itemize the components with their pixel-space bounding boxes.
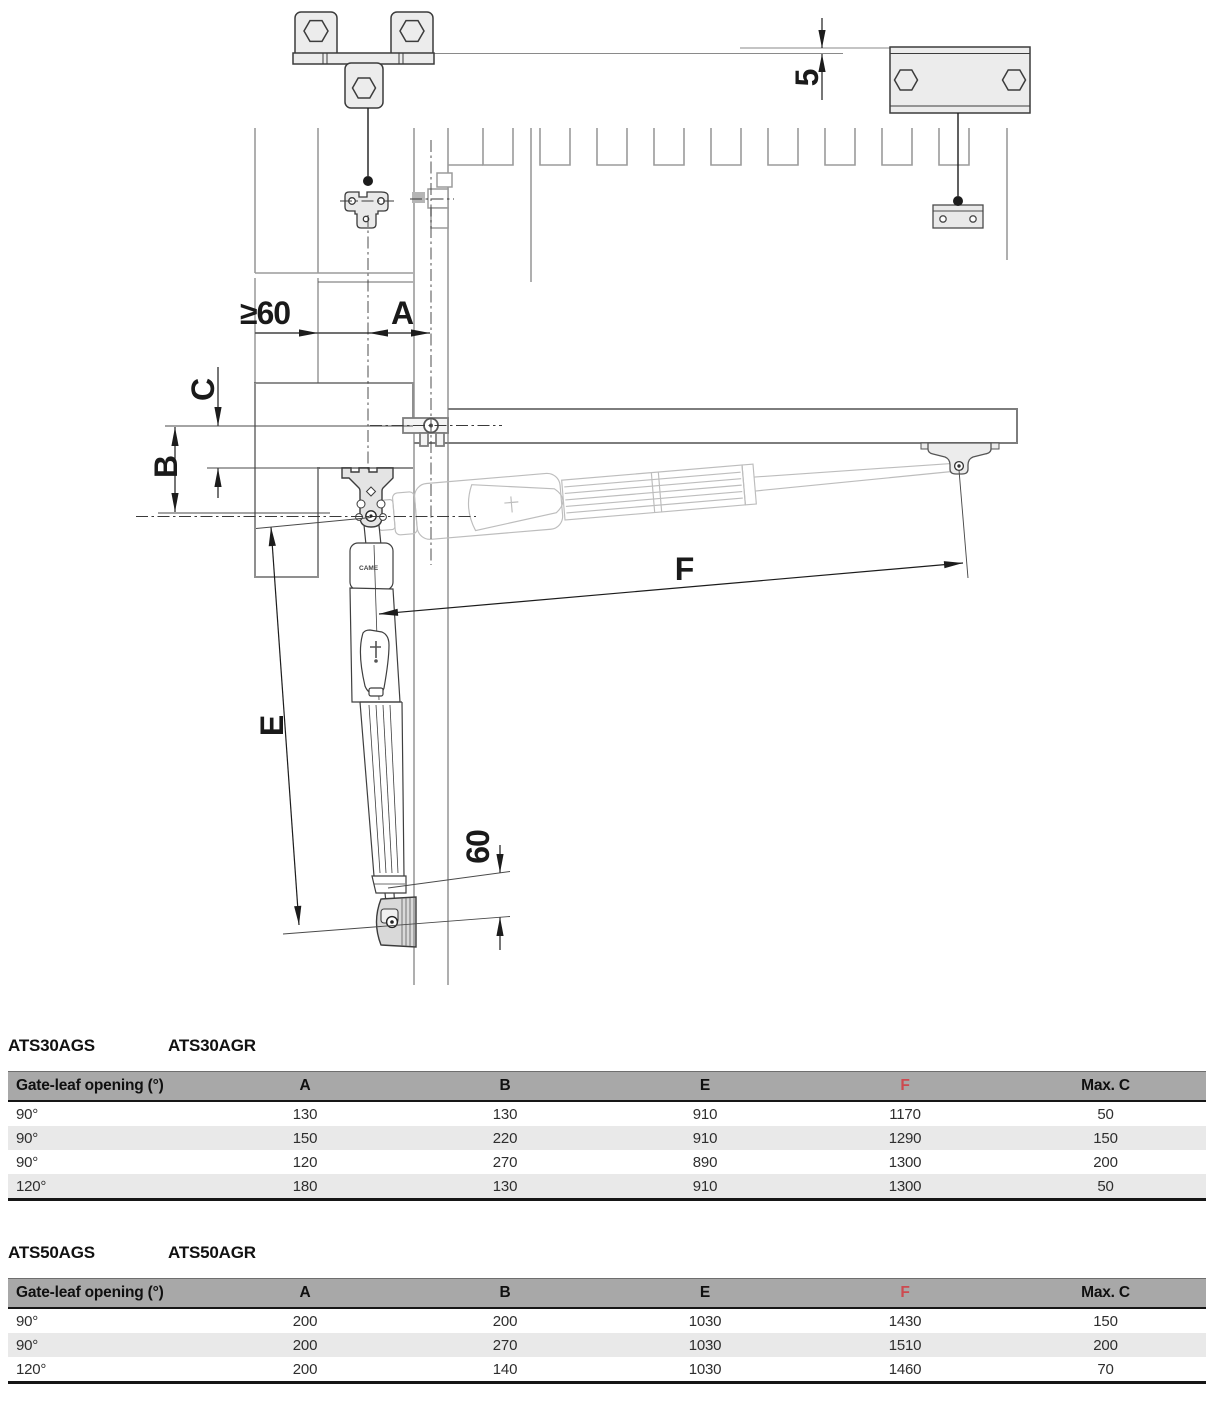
col-header: A — [205, 1279, 405, 1309]
cell: 1030 — [688, 1312, 722, 1330]
table-row — [8, 1101, 1206, 1126]
cell: 220 — [492, 1129, 518, 1147]
col-header: E — [605, 1072, 805, 1102]
cell: 90° — [16, 1312, 39, 1330]
hex-bolt-icon — [895, 70, 918, 90]
cell: 50 — [1097, 1177, 1114, 1195]
gate-leaf-outline — [414, 409, 1017, 443]
cell: 150 — [1093, 1129, 1118, 1147]
cell: 120° — [16, 1177, 47, 1195]
hex-bolt-icon — [400, 21, 424, 42]
cell: 910 — [692, 1129, 718, 1147]
spec-section-ats50 — [8, 1243, 1206, 1384]
post-bracket-detail — [345, 192, 388, 228]
hex-bolt-icon — [1003, 70, 1026, 90]
plan-hinge-parts — [412, 173, 452, 228]
cell: 90° — [16, 1153, 39, 1171]
col-header: B — [405, 1072, 605, 1102]
cell: 200 — [1093, 1336, 1118, 1354]
plate-gap-lines — [434, 48, 890, 54]
cell: 130 — [492, 1105, 518, 1123]
cell: 1030 — [688, 1336, 722, 1354]
header-row — [8, 1279, 1206, 1309]
gate-plate-bracket — [890, 47, 1030, 113]
spec-section-ats30 — [8, 1036, 1206, 1201]
cell: 180 — [292, 1177, 318, 1195]
header-row — [8, 1072, 1206, 1102]
cell: 1430 — [888, 1312, 922, 1330]
cell: 1030 — [688, 1360, 722, 1378]
cell: 50 — [1097, 1105, 1114, 1123]
dim-label-sixty: 60 — [460, 830, 496, 864]
cell: 200 — [292, 1312, 318, 1330]
cell: 1460 — [888, 1360, 922, 1378]
cell: 140 — [492, 1360, 518, 1378]
table-row — [8, 1150, 1206, 1174]
cell: 1290 — [888, 1129, 922, 1147]
col-header-f: F — [805, 1279, 1005, 1309]
cell: 90° — [16, 1105, 39, 1123]
col-header: Gate-leaf opening (°) — [8, 1279, 205, 1309]
col-header: B — [405, 1279, 605, 1309]
cell: 150 — [292, 1129, 318, 1147]
cell: 130 — [292, 1105, 318, 1123]
model-title-left: ATS50AGS — [8, 1243, 95, 1262]
table-row — [8, 1308, 1206, 1333]
dim-label-c: C — [185, 378, 221, 402]
actuator-horizontal-ghost — [376, 439, 956, 543]
cell: 130 — [492, 1177, 518, 1195]
cell: 1300 — [888, 1177, 922, 1195]
cell: 200 — [292, 1336, 318, 1354]
cell: 200 — [492, 1312, 518, 1330]
cell: 120 — [292, 1153, 318, 1171]
dimension-lines — [158, 18, 968, 950]
actuator-vertical — [350, 525, 406, 912]
col-header: Max. C — [1005, 1072, 1206, 1102]
cell: 70 — [1097, 1360, 1114, 1378]
dim-label-f: F — [674, 551, 694, 587]
model-title-right: ATS50AGR — [168, 1243, 256, 1262]
dim-label-e: E — [254, 715, 290, 737]
cell: 910 — [692, 1177, 718, 1195]
cell: 1170 — [889, 1105, 921, 1123]
table-row — [8, 1357, 1206, 1383]
dim-label-b: B — [148, 455, 184, 479]
top-mount-bracket — [293, 12, 434, 108]
cell: 270 — [492, 1336, 518, 1354]
bottom-gate-bracket — [377, 897, 417, 947]
brand-logo: CAME — [359, 565, 379, 572]
model-titles — [8, 1036, 1206, 1056]
gate-leaf-front-bracket — [921, 443, 999, 474]
cell: 150 — [1093, 1312, 1118, 1330]
cell: 1300 — [888, 1153, 922, 1171]
cell: 200 — [292, 1360, 318, 1378]
col-header: Gate-leaf opening (°) — [8, 1072, 205, 1102]
model-title-left: ATS30AGS — [8, 1036, 95, 1055]
cell: 1510 — [888, 1336, 922, 1354]
dim-label-clearance: ≥60 — [239, 295, 291, 331]
cell: 890 — [692, 1153, 718, 1171]
hex-bolt-icon — [353, 78, 376, 98]
hex-bolt-icon — [304, 21, 328, 42]
cell: 270 — [492, 1153, 518, 1171]
cell: 90° — [16, 1129, 39, 1147]
col-header-f: F — [805, 1072, 1005, 1102]
col-header: A — [205, 1072, 405, 1102]
rear-pivot-center — [369, 514, 372, 517]
col-header: Max. C — [1005, 1279, 1206, 1309]
cell: 120° — [16, 1360, 47, 1378]
table-row — [8, 1174, 1206, 1200]
spec-table-ats30 — [8, 1071, 1206, 1201]
cell: 910 — [692, 1105, 718, 1123]
cell: 90° — [16, 1336, 39, 1354]
hinge-knuckle — [403, 418, 448, 446]
dim-label-five: 5 — [789, 69, 825, 87]
spec-table-ats50 — [8, 1278, 1206, 1384]
gate-small-bracket — [933, 205, 983, 228]
model-titles — [8, 1243, 1206, 1263]
table-row — [8, 1126, 1206, 1150]
dim-label-a: A — [390, 295, 414, 331]
model-title-right: ATS30AGR — [168, 1036, 256, 1055]
col-header: E — [605, 1279, 805, 1309]
table-row — [8, 1333, 1206, 1357]
cell: 200 — [1093, 1153, 1118, 1171]
leader-lines — [363, 108, 963, 206]
